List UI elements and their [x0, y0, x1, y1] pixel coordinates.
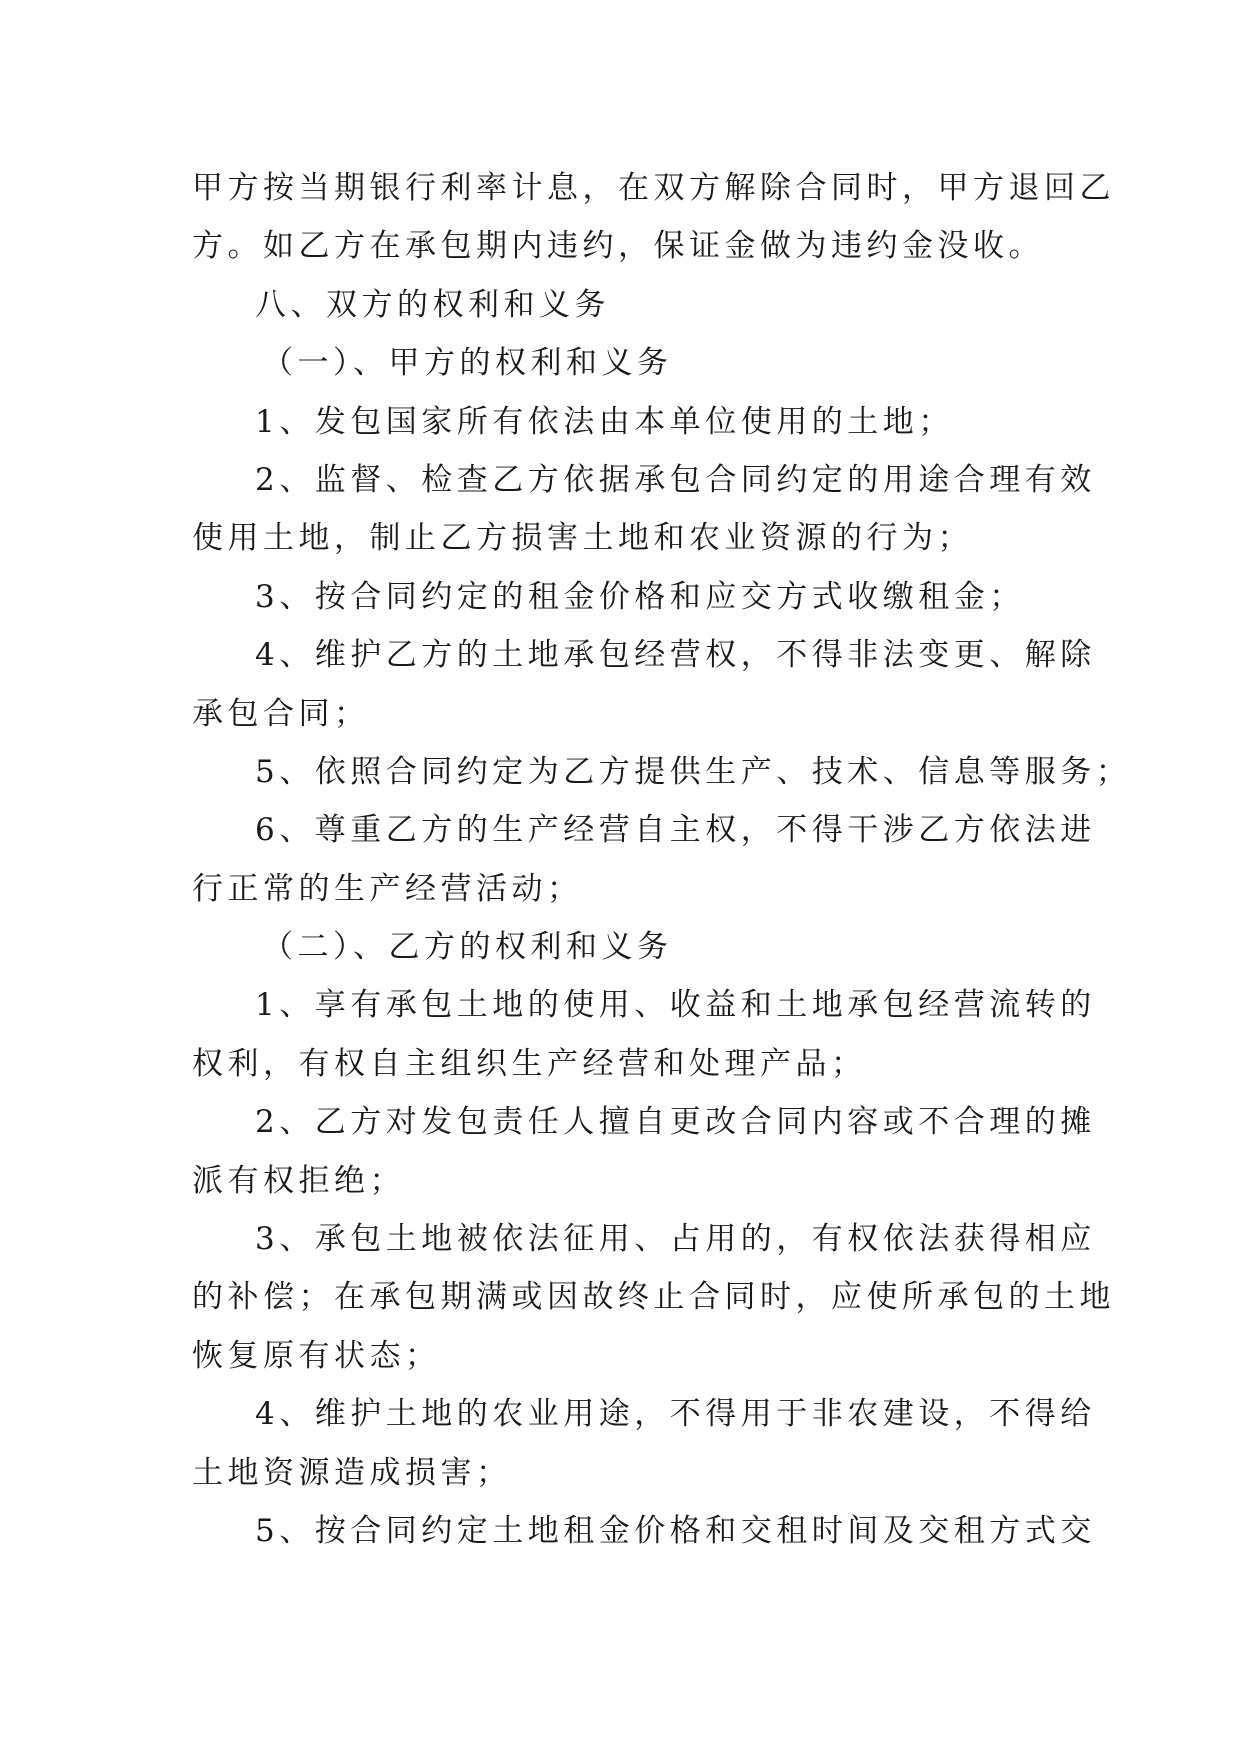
list-item: 2、乙方对发包责任人擅自更改合同内容或不合理的摊	[255, 1104, 1096, 1141]
list-item-continuation: 恢复原有状态；	[192, 1337, 441, 1374]
list-item-continuation: 权利，有权自主组织生产经营和处理产品；	[192, 1045, 867, 1082]
list-item-continuation: 土地资源造成损害；	[192, 1454, 512, 1491]
paragraph-line: 甲方按当期银行利率计息，在双方解除合同时，甲方退回乙	[192, 170, 1115, 206]
list-item: 1、享有承包土地的使用、收益和土地承包经营流转的	[255, 987, 1096, 1024]
list-item-continuation: 的补偿；在承包期满或因故终止合同时，应使所承包的土地	[192, 1279, 1115, 1316]
list-item-continuation: 承包合同；	[192, 695, 370, 732]
list-item: 2、监督、检查乙方依据承包合同约定的用途合理有效	[255, 461, 1096, 498]
list-item: 3、承包土地被依法征用、占用的，有权依法获得相应	[255, 1221, 1096, 1258]
list-item: 6、尊重乙方的生产经营自主权，不得干涉乙方依法进	[255, 812, 1096, 849]
list-item: 4、维护土地的农业用途，不得用于非农建设，不得给	[255, 1396, 1096, 1433]
list-item: 5、按合同约定土地租金价格和交租时间及交租方式交	[255, 1512, 1096, 1549]
list-item-continuation: 行正常的生产经营活动；	[192, 870, 583, 907]
list-item: 1、发包国家所有依法由本单位使用的土地；	[255, 403, 954, 440]
document-body	[192, 159, 1132, 1560]
list-item-continuation: 派有权拒绝；	[192, 1162, 405, 1199]
subsection-heading: （二）、乙方的权利和义务	[262, 929, 673, 966]
list-item: 3、按合同约定的租金价格和应交方式收缴租金；	[255, 578, 1025, 615]
subsection-heading: （一）、甲方的权利和义务	[262, 345, 673, 382]
list-item-continuation: 使用土地，制止乙方损害土地和农业资源的行为；	[192, 520, 973, 557]
list-item: 5、依照合同约定为乙方提供生产、技术、信息等服务；	[255, 753, 1132, 790]
list-item: 4、维护乙方的土地承包经营权，不得非法变更、解除	[255, 637, 1096, 674]
section-heading: 八、双方的权利和义务	[255, 286, 610, 323]
paragraph-line: 方。如乙方在承包期内违约，保证金做为违约金没收。	[192, 228, 1044, 265]
